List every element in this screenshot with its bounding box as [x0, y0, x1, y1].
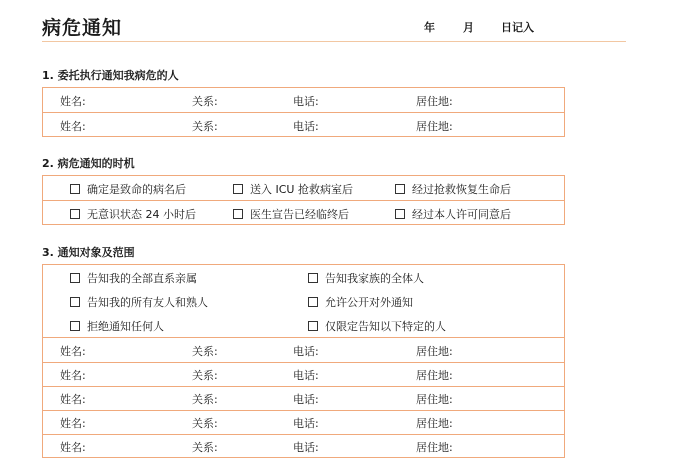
contact-row	[43, 386, 564, 411]
timing-row	[43, 176, 564, 201]
checkbox-icon	[70, 321, 80, 331]
address-field[interactable]: 居住地:	[416, 393, 453, 406]
name-field[interactable]: 姓名:	[60, 120, 86, 133]
scope-option-checkbox[interactable]	[70, 294, 208, 310]
scope-option-label: 告知我的全部直系亲属	[87, 272, 197, 285]
timing-row	[43, 201, 564, 225]
section2-heading: 2. 病危通知的时机	[42, 157, 135, 170]
scope-option-label: 仅限定告知以下特定的人	[325, 320, 446, 333]
timing-option-checkbox[interactable]	[70, 206, 196, 222]
phone-field[interactable]: 电话:	[293, 417, 319, 430]
name-field[interactable]: 姓名:	[60, 441, 86, 454]
date-day-record-label: 日记入	[501, 21, 534, 34]
relation-field[interactable]: 关系:	[192, 369, 218, 382]
checkbox-icon	[395, 184, 405, 194]
timing-option-label: 经过本人许可同意后	[412, 208, 511, 221]
timing-option-checkbox[interactable]	[233, 181, 353, 197]
timing-option-checkbox[interactable]	[70, 181, 186, 197]
relation-field[interactable]: 关系:	[192, 345, 218, 358]
name-field[interactable]: 姓名:	[60, 345, 86, 358]
address-field[interactable]: 居住地:	[416, 369, 453, 382]
timing-option-label: 医生宣告已经临终后	[250, 208, 349, 221]
name-field[interactable]: 姓名:	[60, 393, 86, 406]
timing-option-label: 无意识状态 24 小时后	[87, 208, 196, 221]
relation-field[interactable]: 关系:	[192, 417, 218, 430]
phone-field[interactable]: 电话:	[293, 120, 319, 133]
scope-option-checkbox[interactable]	[70, 270, 197, 286]
contact-row	[43, 362, 564, 387]
scope-option-checkbox[interactable]	[308, 294, 413, 310]
name-field[interactable]: 姓名:	[60, 369, 86, 382]
address-field[interactable]: 居住地:	[416, 345, 453, 358]
phone-field[interactable]: 电话:	[293, 369, 319, 382]
timing-option-label: 送入 ICU 抢救病室后	[250, 183, 353, 196]
form-title: 病危通知	[42, 17, 123, 39]
timing-option-label: 确定是致命的病名后	[87, 183, 186, 196]
scope-option-row	[43, 313, 564, 338]
section1-heading: 1. 委托执行通知我病危的人	[42, 69, 179, 82]
checkbox-icon	[70, 297, 80, 307]
scope-option-label: 允许公开对外通知	[325, 296, 413, 309]
scope-option-label: 告知我的所有友人和熟人	[87, 296, 208, 309]
section3-heading: 3. 通知对象及范围	[42, 246, 135, 259]
phone-field[interactable]: 电话:	[293, 345, 319, 358]
address-field[interactable]: 居住地:	[416, 120, 453, 133]
checkbox-icon	[308, 321, 318, 331]
address-field[interactable]: 居住地:	[416, 441, 453, 454]
section2-timing-table	[42, 175, 565, 225]
relation-field[interactable]: 关系:	[192, 441, 218, 454]
relation-field[interactable]: 关系:	[192, 393, 218, 406]
timing-option-label: 经过抢救恢复生命后	[412, 183, 511, 196]
contact-row	[43, 338, 564, 363]
phone-field[interactable]: 电话:	[293, 441, 319, 454]
checkbox-icon	[308, 297, 318, 307]
scope-option-row	[43, 265, 564, 289]
timing-option-checkbox[interactable]	[395, 181, 511, 197]
section3-scope-table	[42, 264, 565, 458]
section1-contact-table	[42, 87, 565, 137]
checkbox-icon	[70, 273, 80, 283]
date-month-label: 月	[463, 21, 474, 34]
scope-option-row	[43, 289, 564, 313]
contact-row	[43, 113, 564, 137]
scope-option-checkbox[interactable]	[308, 270, 424, 286]
name-field[interactable]: 姓名:	[60, 417, 86, 430]
contact-row	[43, 410, 564, 435]
checkbox-icon	[395, 209, 405, 219]
contact-row	[43, 88, 564, 113]
name-field[interactable]: 姓名:	[60, 95, 86, 108]
scope-option-checkbox[interactable]	[70, 318, 164, 334]
scope-option-label: 告知我家族的全体人	[325, 272, 424, 285]
date-year-label: 年	[424, 21, 435, 34]
address-field[interactable]: 居住地:	[416, 95, 453, 108]
checkbox-icon	[70, 184, 80, 194]
relation-field[interactable]: 关系:	[192, 95, 218, 108]
checkbox-icon	[70, 209, 80, 219]
relation-field[interactable]: 关系:	[192, 120, 218, 133]
scope-option-label: 拒绝通知任何人	[87, 320, 164, 333]
header-divider	[42, 41, 626, 42]
contact-row	[43, 434, 564, 458]
checkbox-icon	[233, 209, 243, 219]
timing-option-checkbox[interactable]	[395, 206, 511, 222]
timing-option-checkbox[interactable]	[233, 206, 349, 222]
checkbox-icon	[233, 184, 243, 194]
phone-field[interactable]: 电话:	[293, 393, 319, 406]
phone-field[interactable]: 电话:	[293, 95, 319, 108]
checkbox-icon	[308, 273, 318, 283]
address-field[interactable]: 居住地:	[416, 417, 453, 430]
scope-option-checkbox[interactable]	[308, 318, 446, 334]
